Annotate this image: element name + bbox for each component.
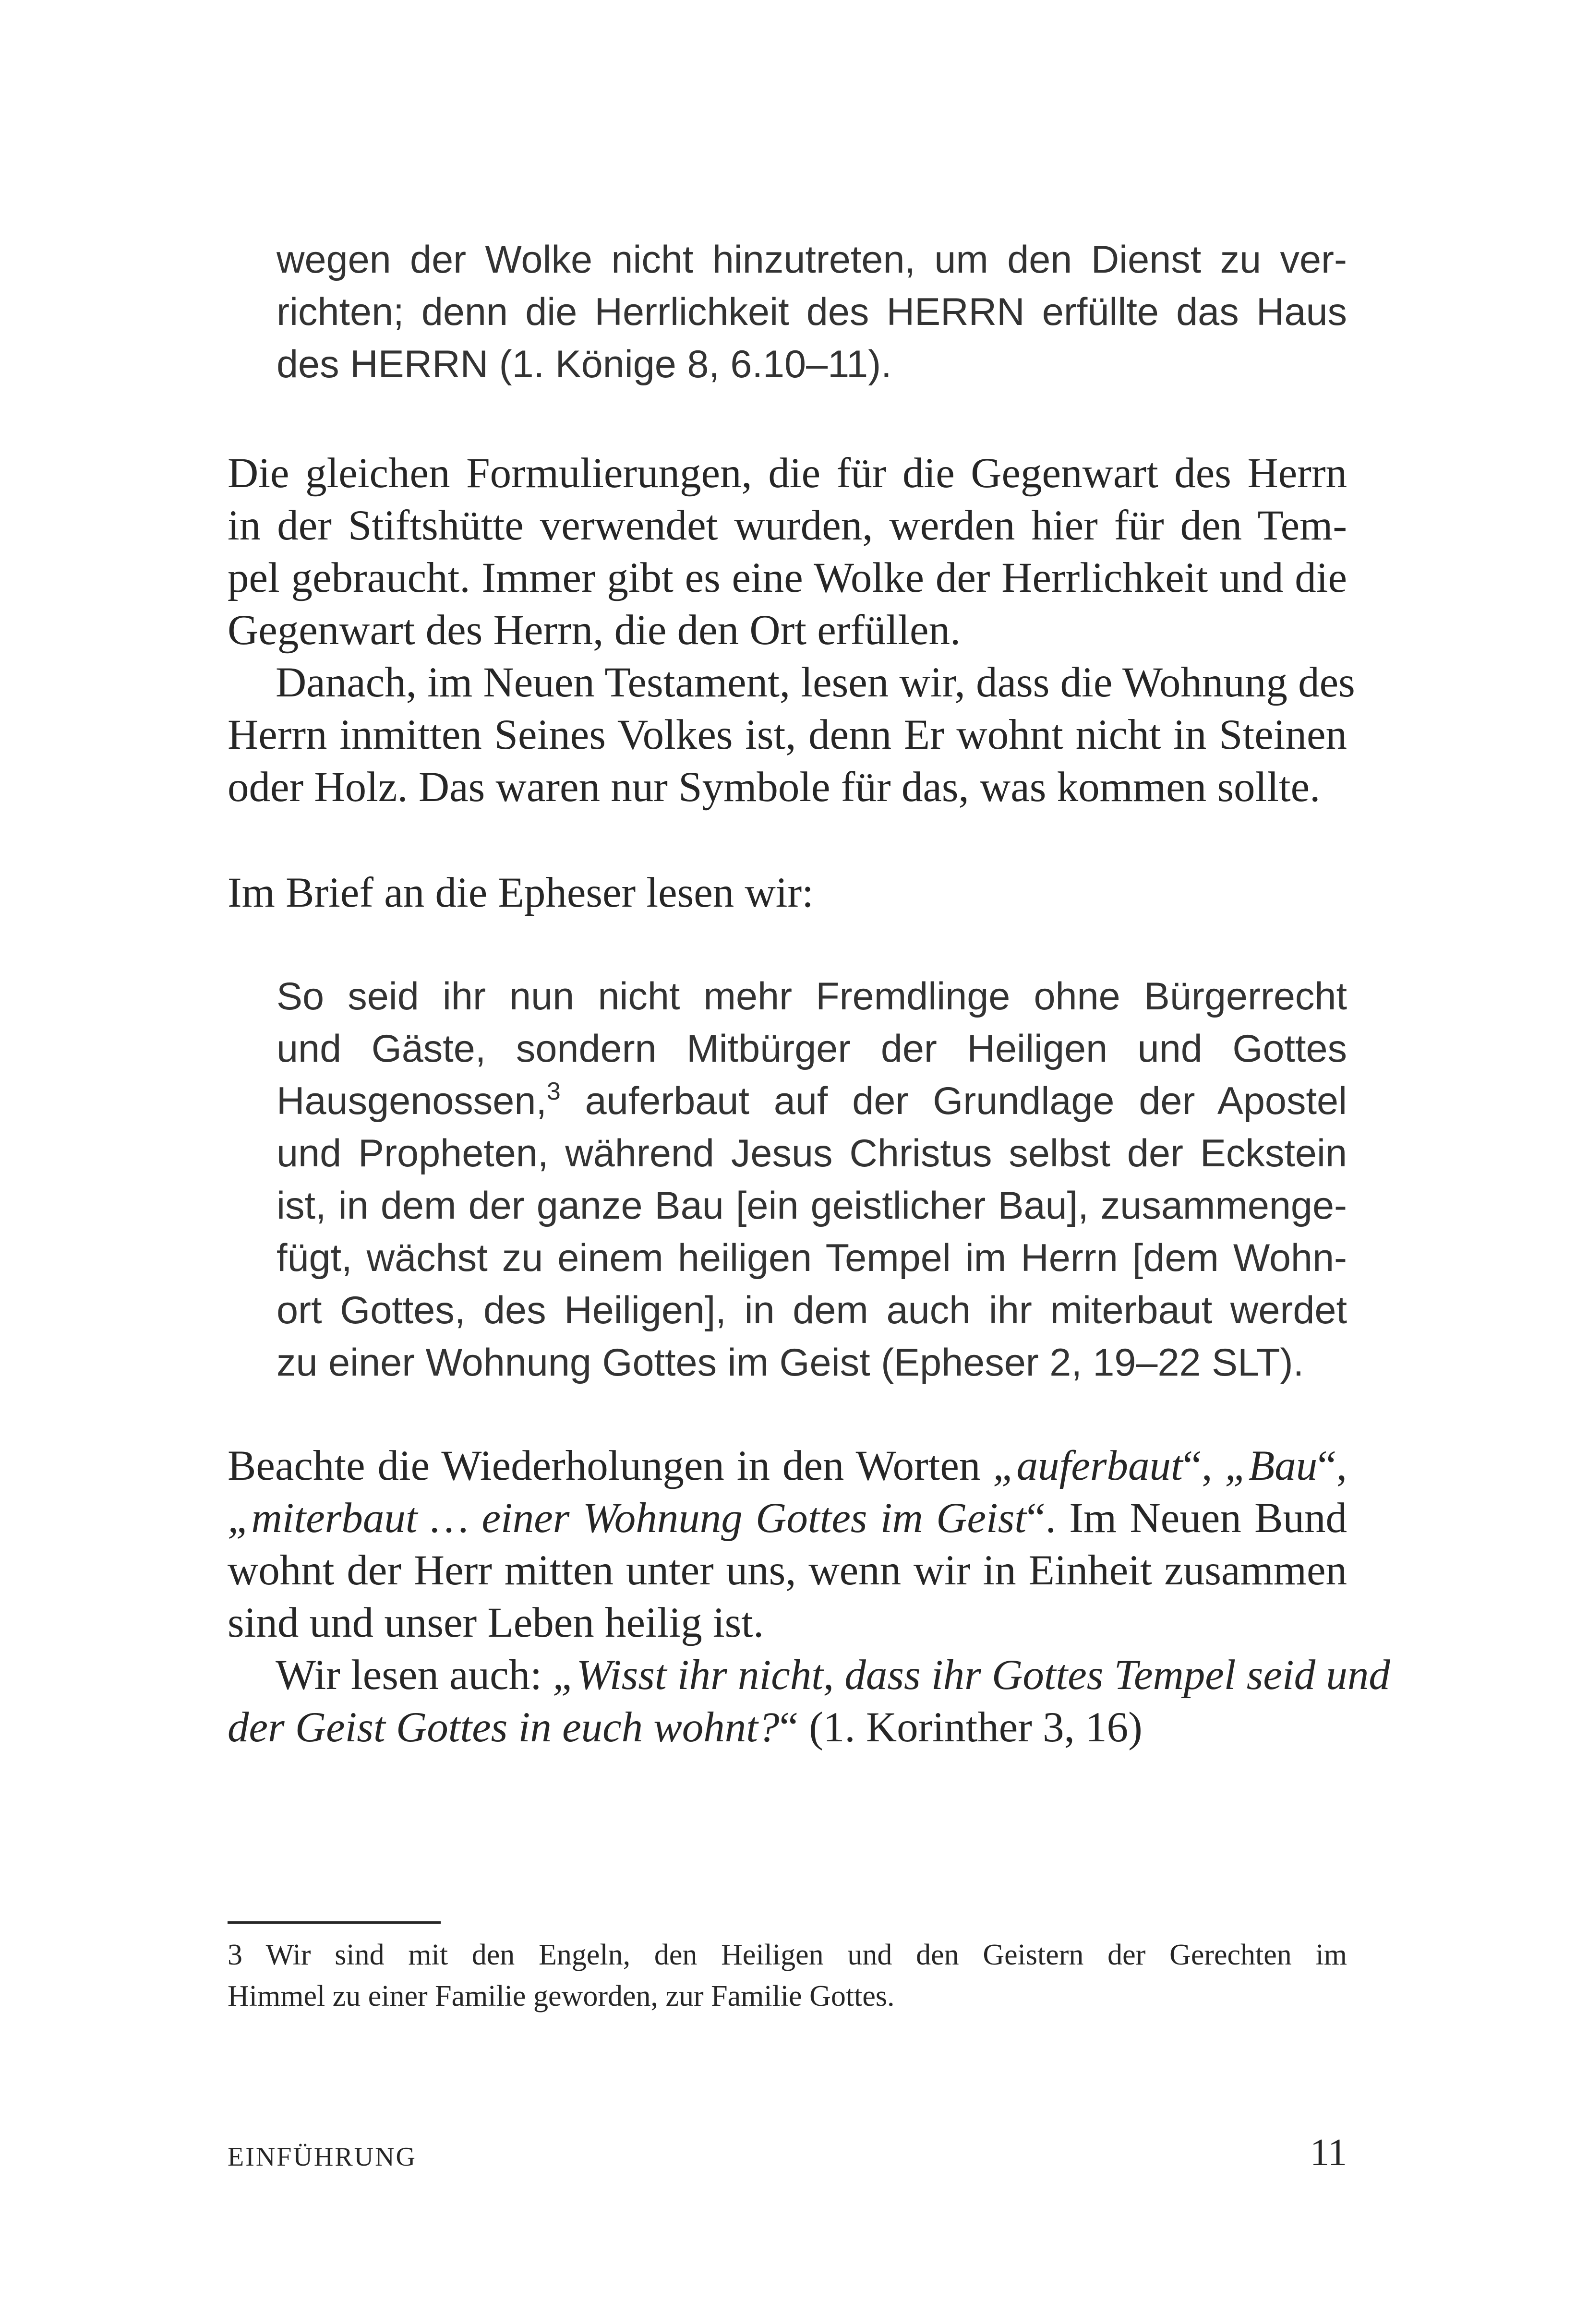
footnote-line: 3 Wir sind mit den Engeln, den Heiligen und den Geistern der Gerechten im xyxy=(228,1939,1347,1971)
body-text: Wir lesen auch: xyxy=(276,1652,553,1699)
footnote-line: Himmel zu einer Familie geworden, zur Familie Gottes. xyxy=(228,1980,895,2013)
quote-line: und Propheten, während Jesus Christus selbst der Eckstein xyxy=(277,1132,1347,1175)
italic-quote: „Wisst ihr nicht, dass ihr Gottes Tempel seid und xyxy=(553,1652,1390,1699)
page-number: 11 xyxy=(1310,2132,1347,2174)
block-quote-epheser xyxy=(277,970,1347,1389)
italic-quote: der Geist Gottes in euch wohnt? xyxy=(228,1704,780,1751)
body-line xyxy=(228,1701,1347,1754)
quote-line: ist, in dem der ganze Bau [ein geistlicher Bau], zusammenge- xyxy=(277,1184,1347,1227)
quote-line: wegen der Wolke nicht hinzutreten, um den Dienst zu ver- xyxy=(277,238,1347,281)
quote-line: richten; denn die Herrlichkeit des HERRN erfüllte das Haus xyxy=(277,290,1347,334)
footnote-3 xyxy=(228,1934,1347,2017)
italic-term: „Bau xyxy=(1225,1442,1318,1489)
quote-line: und Gäste, sondern Mitbürger der Heiligen und Gottes xyxy=(277,1027,1347,1070)
body-text: Beachte die Wiederholungen in den Worten xyxy=(228,1442,993,1489)
paragraph-neues-testament xyxy=(228,657,1355,814)
footnote-separator xyxy=(228,1921,441,1924)
body-text: “. Im Neuen Bund xyxy=(1026,1495,1347,1542)
body-line: Danach, im Neuen Testament, lesen wir, dass die Wohnung des xyxy=(276,659,1355,706)
body-line xyxy=(228,1440,1347,1492)
body-line: Herrn inmitten Seines Volkes ist, denn Er wohnt nicht in Steinen xyxy=(228,711,1347,758)
footnote-reference[interactable]: 3 xyxy=(546,1078,561,1105)
block-quote-koenige xyxy=(277,234,1347,391)
paragraph-epheser-intro xyxy=(228,867,1347,919)
body-line: Im Brief an die Epheser lesen wir: xyxy=(228,869,814,916)
italic-term: „auferbaut xyxy=(993,1442,1183,1489)
body-line: wohnt der Herr mitten unter uns, wenn wir in Einheit zusammen xyxy=(228,1547,1347,1594)
quote-line xyxy=(277,1075,1347,1127)
body-line: oder Holz. Das waren nur Symbole für das, was kommen sollte. xyxy=(228,764,1321,811)
body-line: Gegenwart des Herrn, die den Ort erfüllen. xyxy=(228,607,961,654)
quote-text: Hausgenossen, xyxy=(277,1079,547,1123)
body-line: in der Stiftshütte verwendet wurden, werden hier für den Tem- xyxy=(228,502,1347,549)
body-text: “, xyxy=(1182,1442,1225,1489)
quote-line: zu einer Wohnung Gottes im Geist (Epheser 2, 19–22 SLT). xyxy=(277,1341,1304,1384)
quote-line: fügt, wächst zu einem heiligen Tempel im Herrn [dem Wohn- xyxy=(277,1236,1347,1280)
quote-text: auferbaut auf der Grundlage der Apostel xyxy=(560,1079,1347,1123)
paragraph-korinther xyxy=(228,1649,1390,1754)
body-line: sind und unser Leben heilig ist. xyxy=(228,1599,764,1646)
running-head: EINFÜHRUNG xyxy=(228,2142,417,2172)
body-text: “ (1. Korinther 3, 16) xyxy=(779,1704,1143,1751)
quote-line: ort Gottes, des Heiligen], in dem auch ihr miterbaut werdet xyxy=(277,1289,1347,1332)
body-line xyxy=(228,1649,1390,1701)
italic-term: „miterbaut … einer Wohnung Gottes im Geist xyxy=(228,1495,1027,1542)
body-line: Die gleichen Formulierungen, die für die Gegenwart des Herrn xyxy=(228,450,1347,497)
quote-line: des HERRN (1. Könige 8, 6.10–11). xyxy=(277,343,892,386)
quote-line: So seid ihr nun nicht mehr Fremdlinge ohne Bürgerrecht xyxy=(277,975,1347,1018)
body-line: pel gebraucht. Immer gibt es eine Wolke der Herrlichkeit und die xyxy=(228,554,1347,601)
body-line xyxy=(228,1492,1347,1545)
body-text: “, xyxy=(1317,1442,1347,1489)
paragraph-beachte xyxy=(228,1440,1347,1649)
paragraph-formulierungen xyxy=(228,447,1347,657)
